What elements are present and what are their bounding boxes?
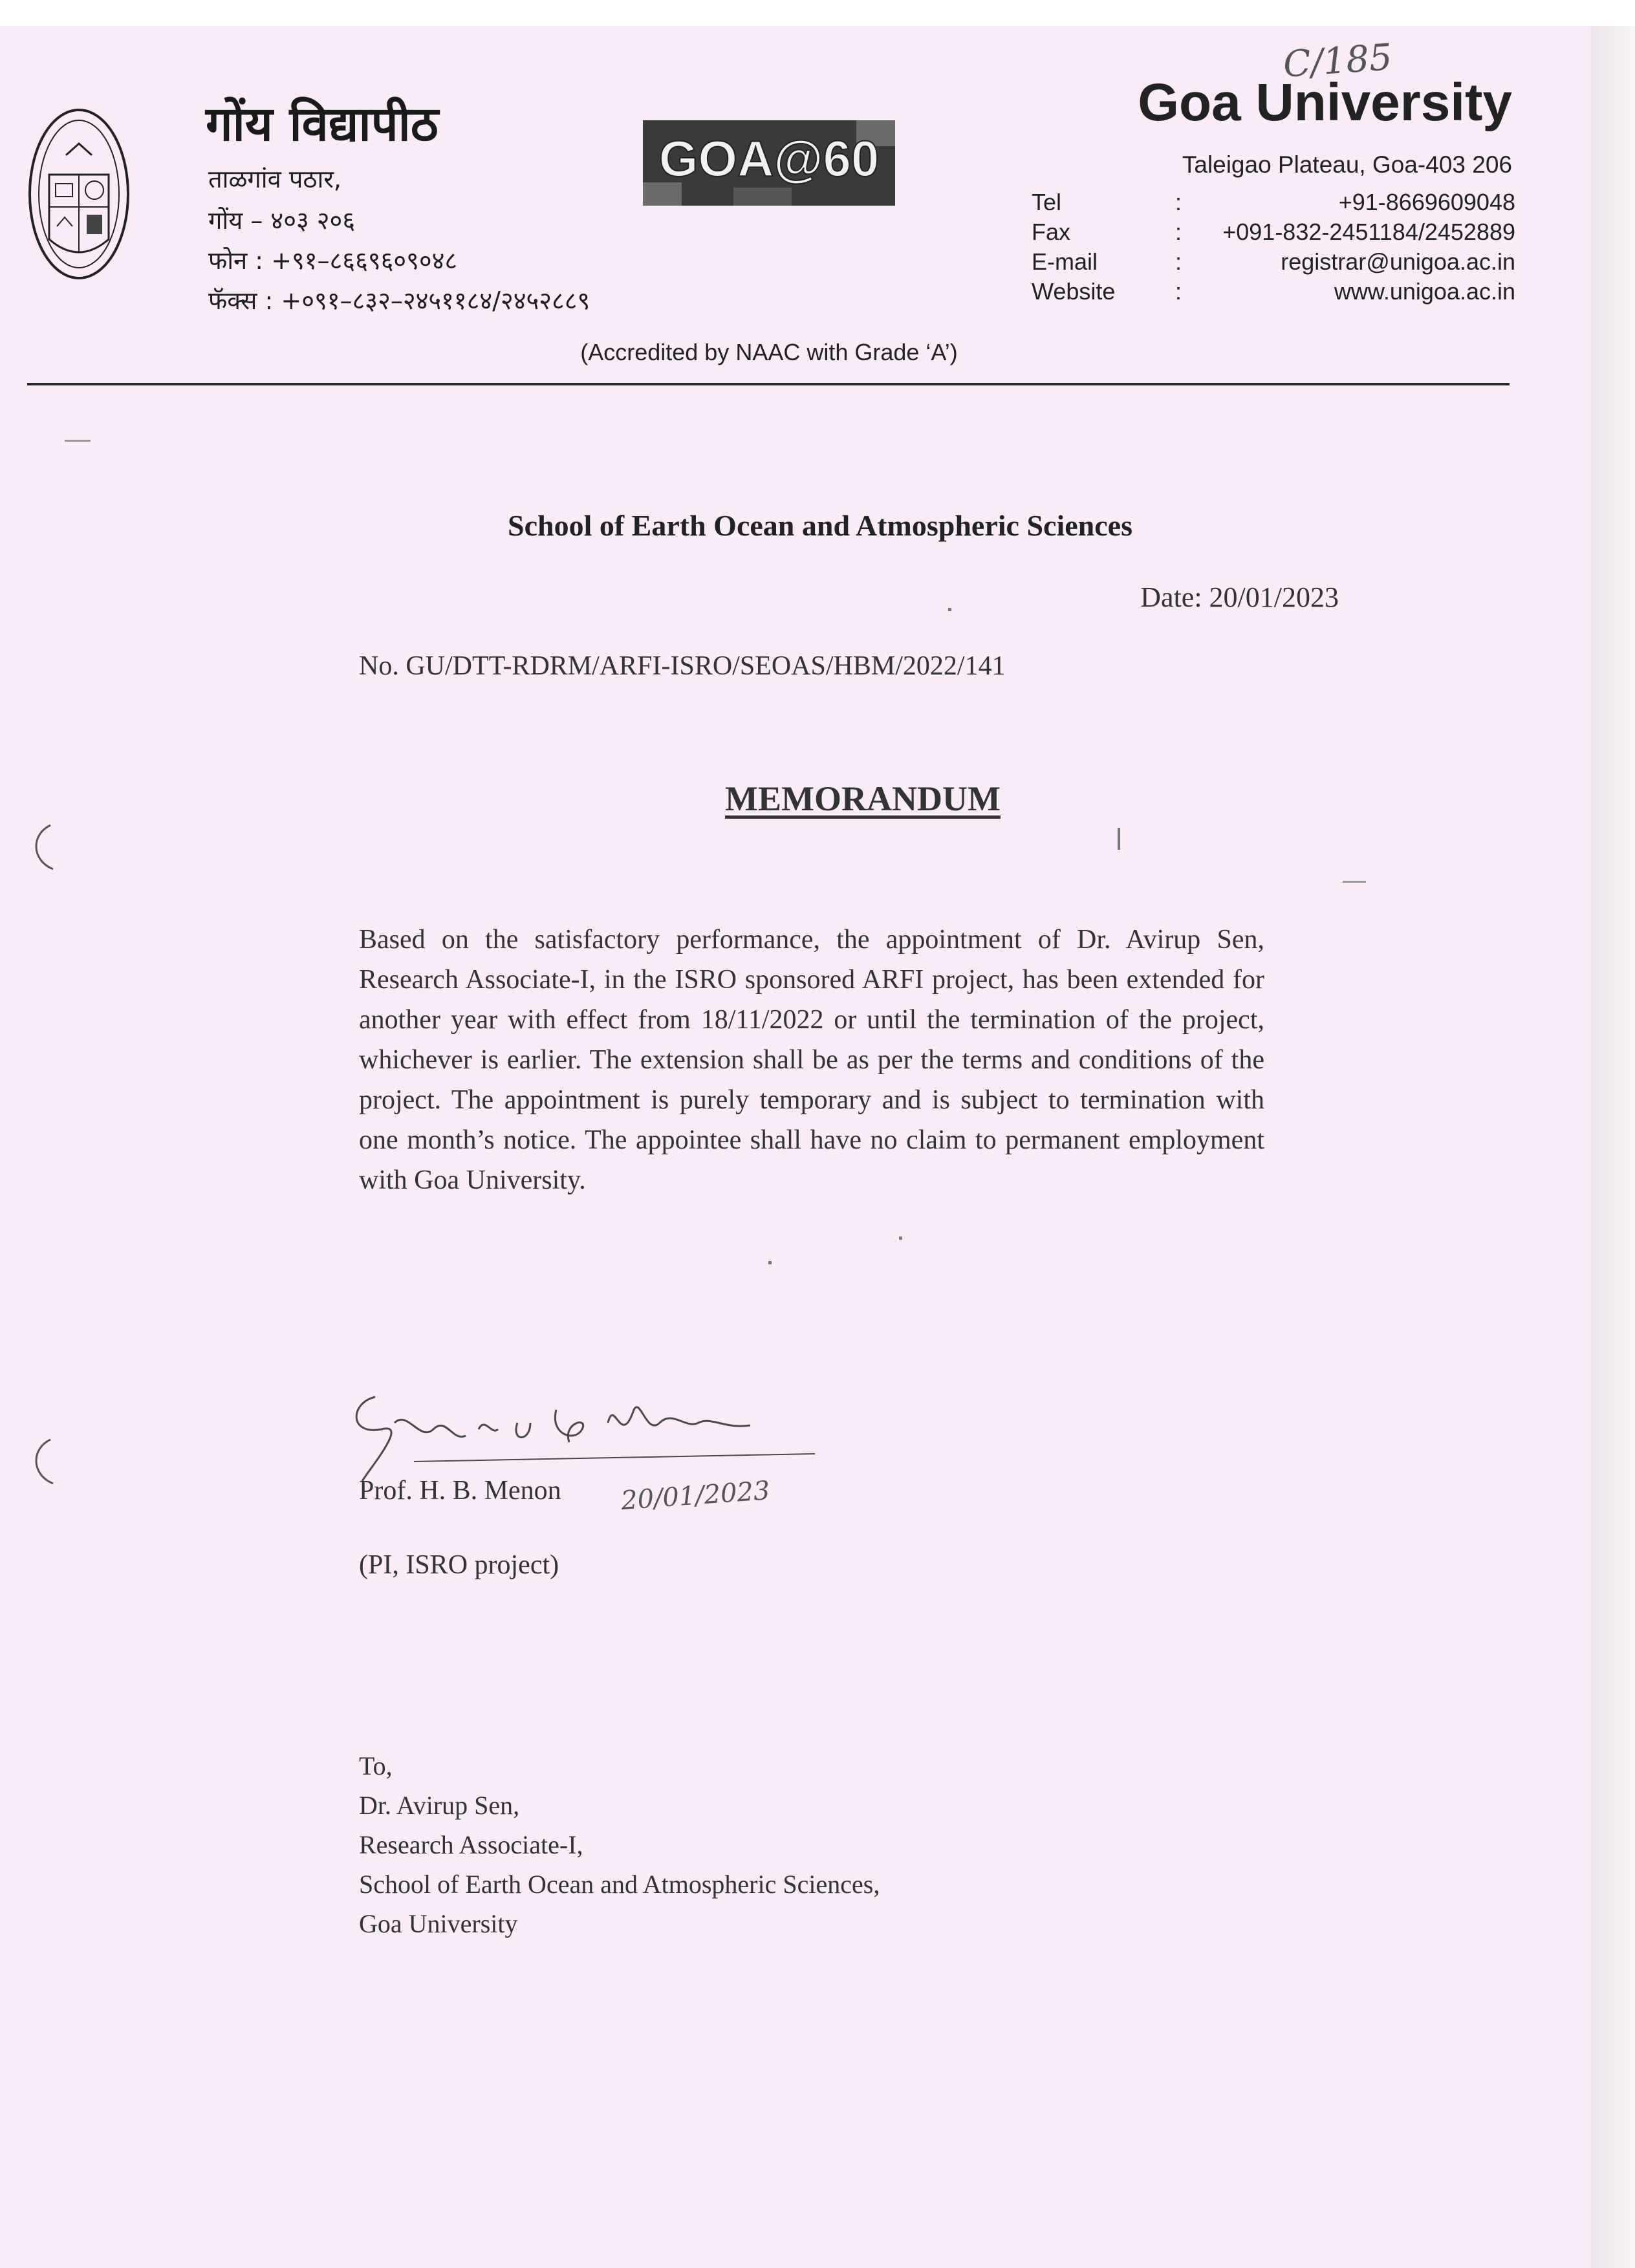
contact-row-tel [1032, 189, 1515, 219]
memo-title: MEMORANDUM [725, 779, 1001, 818]
recipient-block [359, 1746, 880, 1943]
signatory-role: (PI, ISRO project) [359, 1550, 559, 1580]
handwritten-reference: C/185 [1281, 36, 1394, 86]
contact-label: Website [1032, 278, 1116, 305]
scan-edge [1591, 26, 1635, 2268]
punch-mark [25, 821, 63, 873]
university-name: Goa University [1138, 73, 1512, 132]
punch-mark [25, 1436, 63, 1487]
contact-value: www.unigoa.ac.in [1334, 278, 1515, 305]
recipient-line: Goa University [359, 1909, 518, 1938]
contact-separator: : [1175, 189, 1182, 215]
school-heading: School of Earth Ocean and Atmospheric Sciences [508, 509, 1132, 542]
contact-label: E-mail [1032, 248, 1098, 275]
contact-value: registrar@unigoa.ac.in [1281, 248, 1515, 275]
scan-speck [899, 1237, 902, 1240]
recipient-line: To, [359, 1751, 393, 1780]
hindi-phone-line: फोन : +९१–८६६९६०९०४८ [208, 246, 458, 275]
contact-value: +91-8669609048 [1338, 189, 1515, 215]
contact-label: Tel [1032, 189, 1062, 215]
recipient-line: School of Earth Ocean and Atmospheric Sciences, [359, 1870, 880, 1899]
contact-separator: : [1175, 248, 1182, 275]
hindi-address-line: ताळगांव पठार, [208, 165, 341, 193]
scan-speck [1118, 828, 1120, 850]
university-address: Taleigao Plateau, Goa-403 206 [1182, 151, 1512, 178]
hindi-address-line: गोंय – ४०३ २०६ [208, 206, 356, 235]
university-name-hindi: गोंय विद्यापीठ [206, 96, 439, 152]
university-seal-icon [27, 103, 131, 304]
contact-label: Fax [1032, 219, 1071, 245]
contact-row-fax [1032, 219, 1515, 248]
goa60-logo [643, 120, 895, 206]
memo-body: Based on the satisfactory performance, the appointment of Dr. Avirup Sen, Research Associate-I, in the ISRO sponsored ARFI project, has been extended for another year with effect from 18/11/2022 or until the termination of the project, whichever is earlier. The extension shall be as per the terms and conditions of the project. The appointment is purely temporary and is subject to termination with one month’s notice. The appointee shall have no claim to permanent employment with Goa University. [359, 925, 1264, 1195]
recipient-line: Research Associate-I, [359, 1830, 583, 1859]
header-divider [27, 383, 1510, 385]
scan-speck [65, 440, 91, 442]
contact-value: +091-832-2451184/2452889 [1222, 219, 1515, 245]
memo-date: Date: 20/01/2023 [1140, 581, 1339, 613]
accreditation-note: (Accredited by NAAC with Grade ‘A’) [580, 339, 958, 365]
reference-number: No. GU/DTT-RDRM/ARFI-ISRO/SEOAS/HBM/2022/141 [359, 651, 1006, 681]
scan-speck [948, 608, 951, 611]
goa60-logo-text: GOA@60 [658, 130, 880, 187]
signature-date: 20/01/2023 [620, 1476, 771, 1516]
contact-row-email [1032, 248, 1515, 278]
contact-row-website [1032, 278, 1515, 308]
recipient-line: Dr. Avirup Sen, [359, 1791, 520, 1820]
scan-speck [768, 1261, 772, 1264]
signatory-name: Prof. H. B. Menon [359, 1476, 561, 1506]
contact-separator: : [1175, 278, 1182, 305]
scan-speck [1343, 881, 1366, 883]
contact-separator: : [1175, 219, 1182, 245]
hindi-fax-line: फॅक्स : +०९१–८३२–२४५११८४/२४५२८८९ [208, 286, 590, 315]
